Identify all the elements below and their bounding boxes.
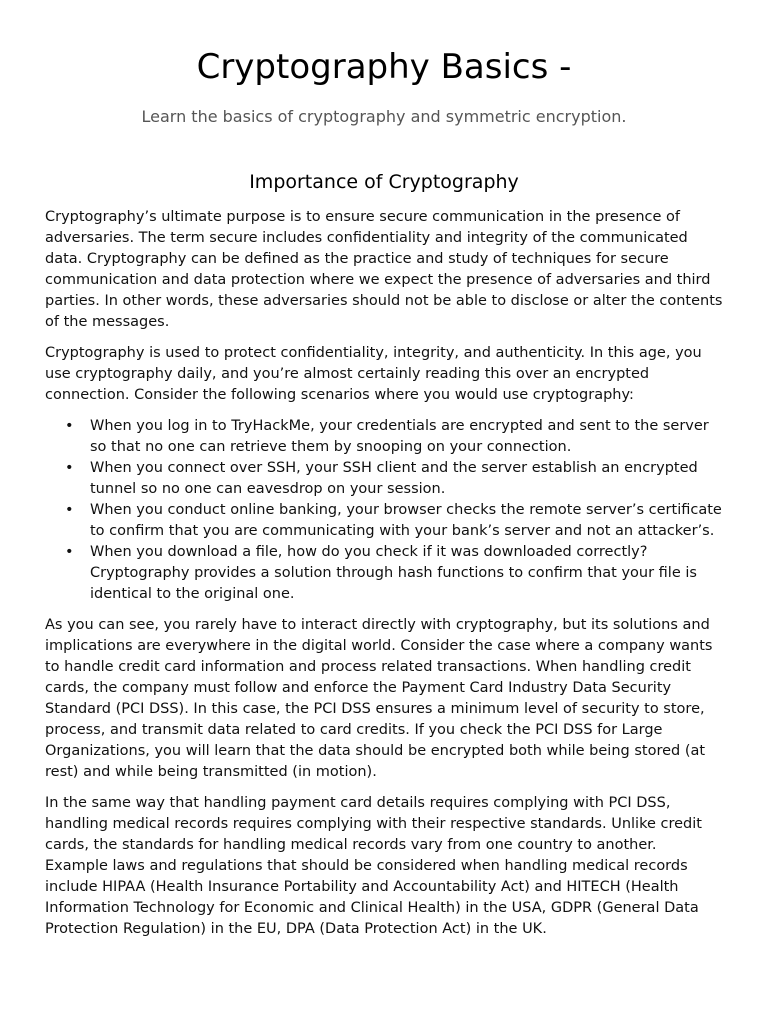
list-item-text: When you log in to TryHackMe, your credentials are encrypted and sent to the server so that no one can retrieve them by snooping on your connection. [90,418,709,455]
list-item-text: When you connect over SSH, your SSH client and the server establish an encrypted tunnel so no one can eavesdrop on your session. [90,460,698,497]
bullet-icon: • [65,460,74,476]
bullet-icon: • [65,502,74,518]
list-item-text: When you download a file, how do you check if it was downloaded correctly? Cryptography provides a solution through hash functions to confirm that your file is identical to the original one. [90,544,697,602]
scenario-list [45,416,723,605]
page-title: Cryptography Basics - [196,47,572,87]
paragraph-intro: Cryptography’s ultimate purpose is to ensure secure communication in the presence of adversaries. The term secure includes confidentiality and integrity of the communicated data. Cryptography can be defined as the practice and study of techniques for secure communication and data protection where we expect the presence of adversaries and third parties. In other words, these adversaries should not be able to disclose or alter the contents of the messages. [45,209,723,330]
section-heading: Importance of Cryptography [249,171,519,193]
list-item [65,542,723,605]
list-item [65,458,723,500]
list-item [65,416,723,458]
list-item [65,500,723,542]
list-item-text: When you conduct online banking, your browser checks the remote server’s certificate to confirm that you are communicating with your bank’s server and not an attacker’s. [90,502,722,539]
bullet-icon: • [65,544,74,560]
paragraph-uses: Cryptography is used to protect confidentiality, integrity, and authenticity. In this age, you use cryptography daily, and you’re almost certainly reading this over an encrypted connection. Consider the following scenarios where you would use cryptography: [45,345,702,403]
page-subtitle: Learn the basics of cryptography and symmetric encryption. [141,107,627,126]
paragraph-medical-records: In the same way that handling payment card details requires complying with PCI DSS, handling medical records requires complying with their respective standards. Unlike credit cards, the standards for handling medical records vary from one country to another. Example laws and regulations that should be considered when handling medical records include HIPAA (Health Insurance Portability and Accountability Act) and HITECH (Health Information Technology for Economic and Clinical Health) in the USA, GDPR (General Data Protection Regulation) in the EU, DPA (Data Protection Act) in the UK. [45,795,702,937]
bullet-icon: • [65,418,74,434]
paragraph-pci-dss: As you can see, you rarely have to interact directly with cryptography, but its solutions and implications are everywhere in the digital world. Consider the case where a company wants to handle credit card information and process related transactions. When handling credit cards, the company must follow and enforce the Payment Card Industry Data Security Standard (PCI DSS). In this case, the PCI DSS ensures a minimum level of security to store, process, and transmit data related to card credits. If you check the PCI DSS for Large Organizations, you will learn that the data should be encrypted both while being stored (at rest) and while being transmitted (in motion). [45,617,713,780]
